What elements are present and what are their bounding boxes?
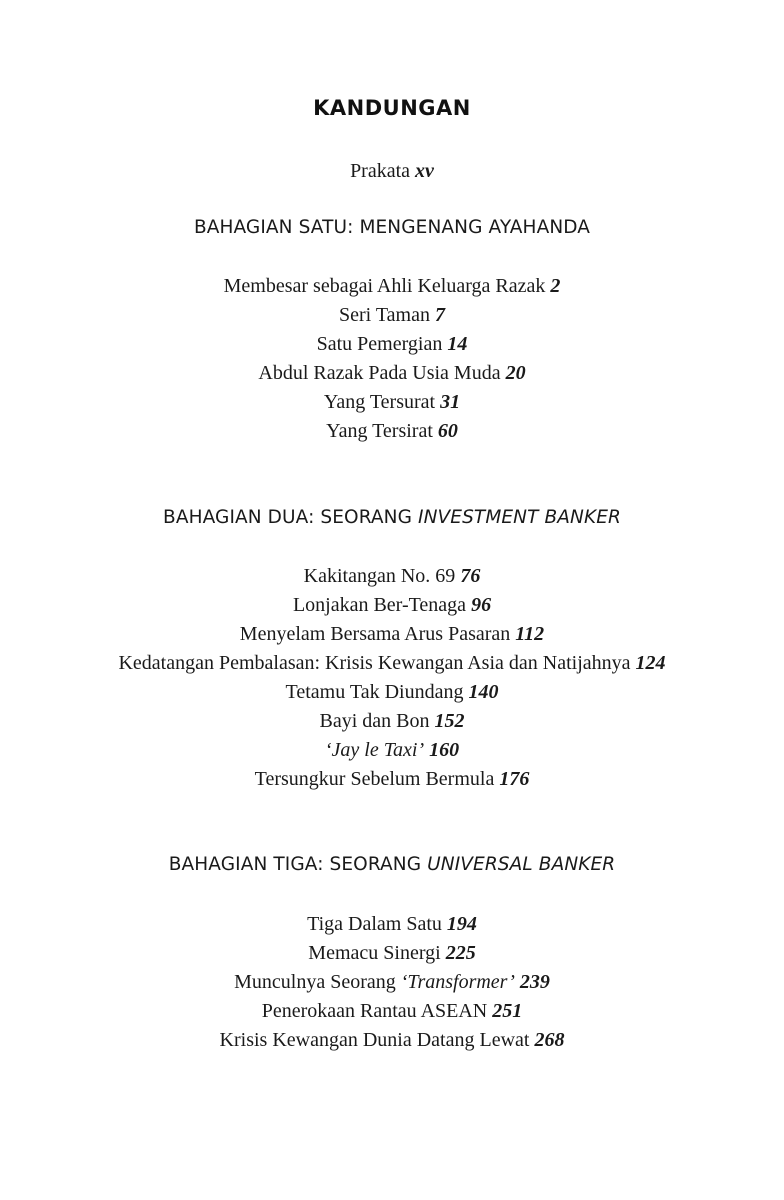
entry-page: 239: [519, 971, 550, 993]
entry-title: Penerokaan Rantau ASEAN: [261, 1000, 488, 1022]
entry-page: 160: [429, 739, 460, 761]
toc-entry: [0, 739, 784, 762]
toc-entry: [0, 391, 784, 414]
toc-entry: [0, 971, 784, 994]
entry-page: xv: [415, 160, 434, 182]
toc-entry: [0, 594, 784, 617]
entry-title: Memacu Sinergi: [308, 942, 441, 964]
entry-title: Seri Taman: [339, 304, 430, 326]
entry-page: 194: [446, 913, 477, 935]
entry-title: Prakata: [350, 160, 411, 182]
entry-page: 7: [435, 304, 445, 326]
entry-title: Abdul Razak Pada Usia Muda: [258, 362, 501, 384]
entry-title-italic: ‘Jay le Taxi’: [324, 739, 425, 761]
entry-page: 112: [515, 623, 545, 645]
section-heading-italic: UNIVERSAL BANKER: [427, 854, 616, 875]
entry-title: Tersungkur Sebelum Bermula: [254, 768, 495, 790]
toc-entry: [0, 565, 784, 588]
entry-page: 76: [460, 565, 481, 587]
entry-title: Kakitangan No. 69: [303, 565, 456, 587]
entry-page: 251: [492, 1000, 523, 1022]
toc-entry: [0, 768, 784, 791]
toc-entry: [0, 275, 784, 298]
toc-entry: [0, 623, 784, 646]
entry-page: 268: [534, 1029, 565, 1051]
section-heading-2: [0, 507, 784, 528]
entry-page: 31: [440, 391, 461, 413]
toc-entry: [0, 333, 784, 356]
entry-page: 225: [445, 942, 476, 964]
entry-title: Bayi dan Bon: [319, 710, 430, 732]
entry-title-italic: ‘Transformer’: [400, 971, 515, 993]
toc-entry: [0, 1000, 784, 1023]
entry-page: 20: [505, 362, 526, 384]
toc-entry: [0, 652, 784, 675]
toc-entry: [0, 913, 784, 936]
entry-page: 176: [499, 768, 530, 790]
section-heading-text: BAHAGIAN TIGA: SEORANG: [168, 854, 428, 875]
toc-entry-preface: [0, 160, 784, 183]
toc-entry: [0, 420, 784, 443]
entry-page: 60: [437, 420, 458, 442]
entry-title: Satu Pemergian: [316, 333, 443, 355]
entry-title: Yang Tersirat: [326, 420, 433, 442]
entry-page: 96: [471, 594, 492, 616]
entry-page: 152: [434, 710, 465, 732]
entry-page: 140: [468, 681, 499, 703]
entry-page: 14: [447, 333, 468, 355]
entry-title: Menyelam Bersama Arus Pasaran: [239, 623, 511, 645]
toc-entry: [0, 681, 784, 704]
entry-title: Yang Tersurat: [323, 391, 436, 413]
toc-entry: [0, 942, 784, 965]
section-heading-text: BAHAGIAN DUA: SEORANG: [163, 507, 419, 528]
page-title: KANDUNGAN: [313, 96, 471, 120]
entry-page: 2: [550, 275, 561, 297]
entry-title: Kedatangan Pembalasan: Krisis Kewangan Asia dan Natijahnya: [118, 652, 631, 674]
section-heading-italic: INVESTMENT BANKER: [418, 507, 621, 528]
entry-title: Lonjakan Ber-Tenaga: [292, 594, 467, 616]
toc-entry: [0, 304, 784, 327]
section-heading-3: [0, 854, 784, 875]
toc-entry: [0, 710, 784, 733]
section-heading-1: [0, 217, 784, 238]
entry-title: Munculnya Seorang: [234, 971, 401, 993]
toc-entry: [0, 362, 784, 385]
entry-title: Krisis Kewangan Dunia Datang Lewat: [219, 1029, 530, 1051]
section-heading-text: BAHAGIAN SATU: MENGENANG AYAHANDA: [193, 217, 591, 238]
entry-title: Membesar sebagai Ahli Keluarga Razak: [223, 275, 546, 297]
entry-page: 124: [635, 652, 666, 674]
entry-title: Tiga Dalam Satu: [307, 913, 442, 935]
entry-title: Tetamu Tak Diundang: [285, 681, 464, 703]
toc-entry: [0, 1029, 784, 1052]
